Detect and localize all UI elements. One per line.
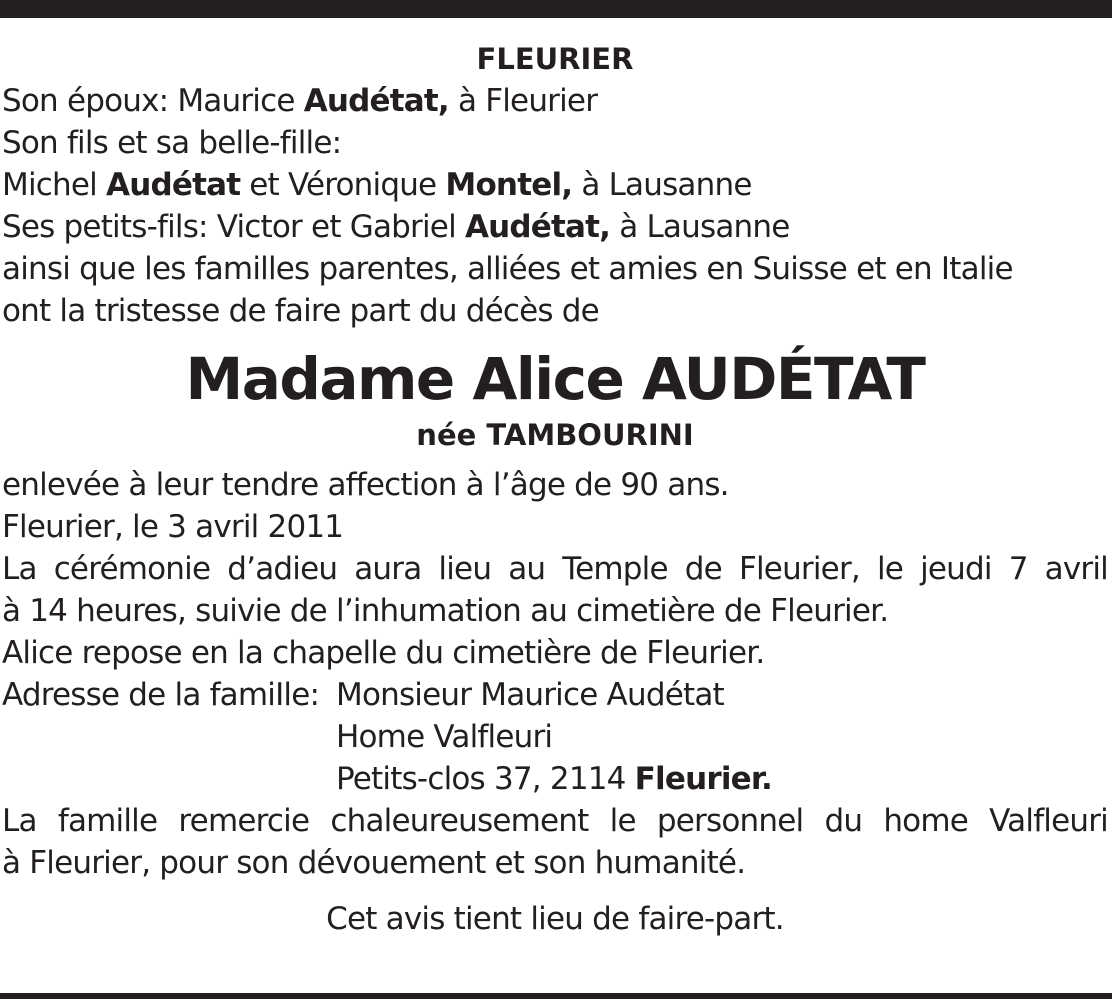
son-suffix: à Lausanne <box>572 167 752 203</box>
ceremony-line-1: La cérémonie d’adieu aura lieu au Temple de Fleurier, le jeudi 7 avril <box>2 551 1108 587</box>
thanks-line-2: à Fleurier, pour son dévouement et son humanité. <box>2 845 746 881</box>
locality-heading: FLEURIER <box>476 42 634 76</box>
address-line-1: Monsieur Maurice Audétat <box>336 677 724 713</box>
address-street: Petits-clos 37, 2114 <box>336 761 635 797</box>
grandsons-prefix: Ses petits-fils: Victor et Gabriel <box>2 209 465 245</box>
son-mid-text: et Véronique <box>240 167 446 203</box>
address-row-1 <box>2 674 1108 716</box>
son-intro-line: Son fils et sa belle-fille: <box>2 125 342 161</box>
son-first-name: Michel <box>2 167 106 203</box>
grandsons-line <box>2 206 1108 248</box>
grandsons-surname: Audétat, <box>464 209 611 245</box>
ceremony-line-2: à 14 heures, suivie de l’inhumation au cimetière de Fleurier. <box>2 593 889 629</box>
date-line: Fleurier, le 3 avril 2011 <box>2 509 344 545</box>
address-label: Adresse de la famiIle: <box>2 677 320 713</box>
birth-name: née TAMBOURINI <box>416 418 694 452</box>
spouse-surname: Audétat, <box>303 83 449 119</box>
address-row-3 <box>2 758 1108 800</box>
obituary-notice <box>2 38 1108 940</box>
address-line-2: Home Valfleuri <box>336 719 553 755</box>
grandsons-suffix: à Lausanne <box>610 209 790 245</box>
address-city: Fleurier. <box>634 761 772 797</box>
address-line-3 <box>336 758 772 800</box>
son-surname: Audétat <box>106 167 241 203</box>
top-rule <box>0 0 1112 18</box>
age-line: enlevée à leur tendre affection à l’âge de 90 ans. <box>2 467 729 503</box>
daughter-in-law-surname: Montel, <box>445 167 573 203</box>
address-row-2 <box>2 716 1108 758</box>
spouse-prefix: Son époux: Maurice <box>2 83 304 119</box>
chapel-line: Alice repose en la chapelle du cimetière de Fleurier. <box>2 635 765 671</box>
bottom-rule <box>0 993 1112 999</box>
spouse-suffix: à Fleurier <box>448 83 598 119</box>
spouse-line <box>2 80 1108 122</box>
thanks-line-1: La famille remercie chaleureusement le personnel du home Valfleuri <box>2 803 1108 839</box>
relatives-line: ainsi que les familles parentes, alliées et amies en Suisse et en Italie <box>2 251 1013 287</box>
announce-line: ont la tristesse de faire part du décès de <box>2 293 599 329</box>
son-line <box>2 164 1108 206</box>
deceased-name: Madame Alice AUDÉTAT <box>185 345 925 413</box>
closing-line: Cet avis tient lieu de faire-part. <box>326 901 784 937</box>
